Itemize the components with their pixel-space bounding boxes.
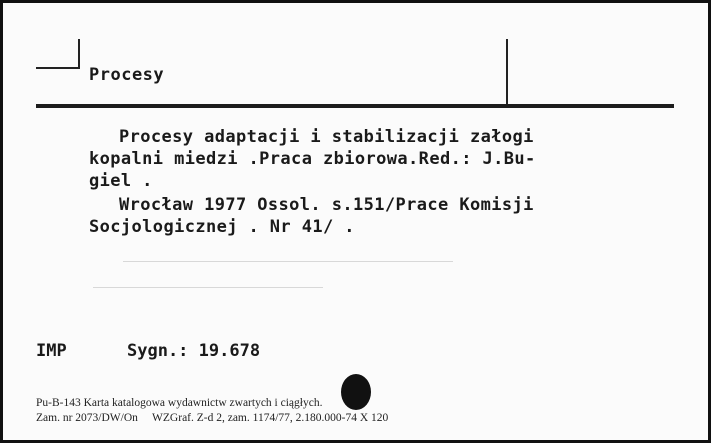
entry-line-3: giel .	[89, 171, 153, 191]
call-number: Sygn.: 19.678	[127, 341, 261, 361]
entry-line-2: kopalni miedzi .Praca zbiorowa.Red.: J.Bu-	[89, 149, 536, 169]
corner-tick-vertical	[78, 39, 80, 69]
corner-tick-horizontal	[36, 67, 80, 69]
entry-line-4: Wrocław 1977 Ossol. s.151/Prace Komisji	[119, 195, 534, 215]
footer-form-line: Pu-B-143 Karta katalogowa wydawnictw zwartych i ciągłych.	[36, 397, 323, 409]
punch-hole	[341, 374, 371, 410]
entry-line-1: Procesy adaptacji i stabilizacji załogi	[119, 127, 534, 147]
header-rule	[36, 104, 674, 108]
card-heading: Procesy	[89, 65, 165, 85]
column-divider	[506, 39, 508, 105]
faint-trace	[123, 261, 453, 262]
entry-line-5: Socjologicznej . Nr 41/ .	[89, 217, 355, 237]
faint-trace	[93, 287, 323, 288]
footer-print-line: Zam. nr 2073/DW/On WZGraf. Z-d 2, zam. 1174/77, 2.180.000-74 X 120	[36, 412, 389, 424]
imprint-label: IMP	[36, 341, 67, 361]
